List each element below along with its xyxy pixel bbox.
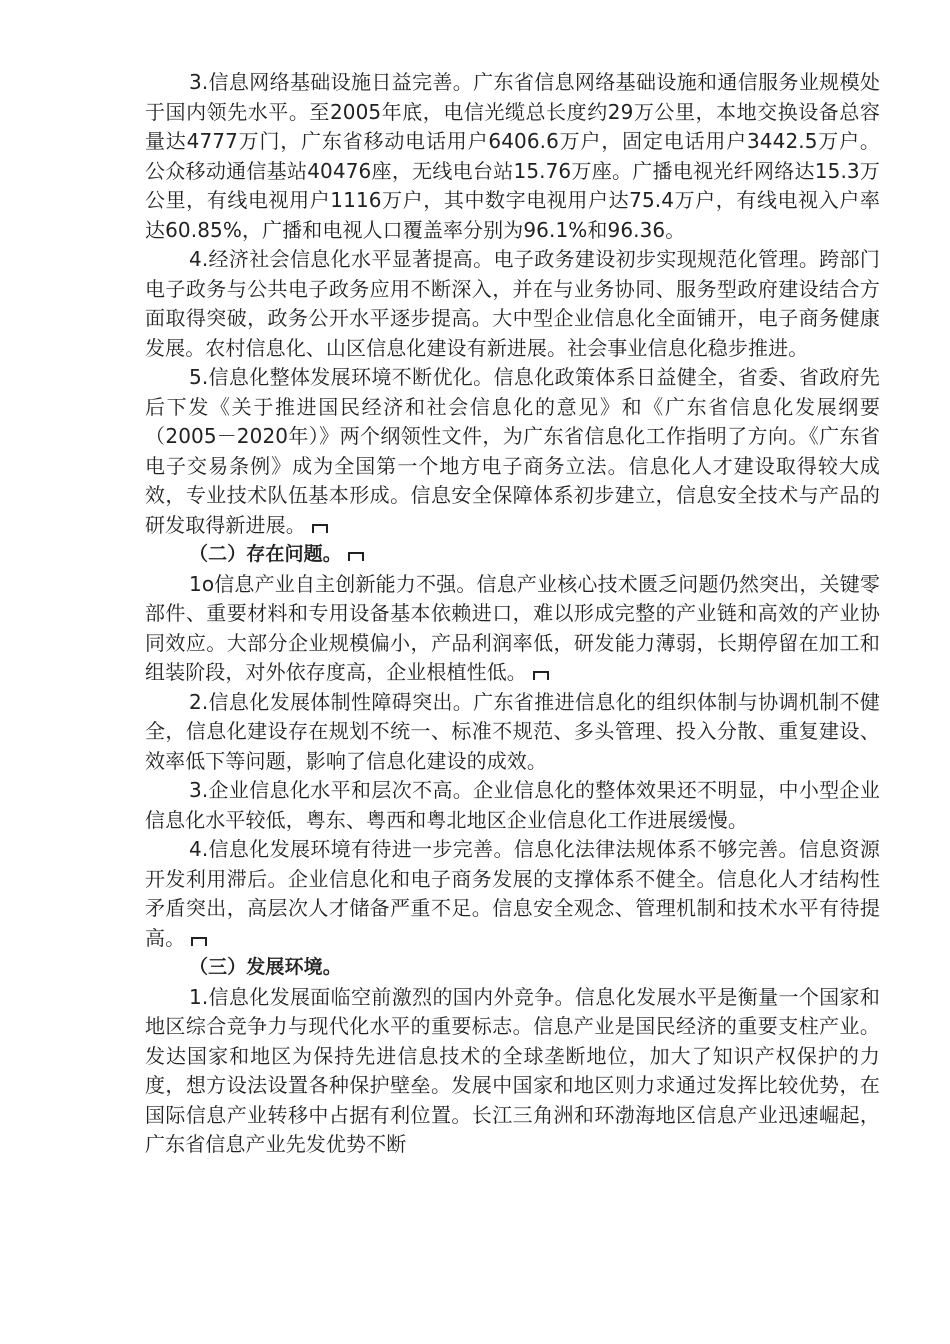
paragraph-social-informatization: 4.经济社会信息化水平显著提高。电子政务建设初步实现规范化管理。跨部门电子政务与公共电子政务应用不断深入，并在与业务协同、服务型政府建设结合方面取得突破，政务公开水平逐步提高。大中型企业信息化全面铺开，电子商务健康发展。农村信息化、山区信息化建设有新进展。社会事业信息化稳步推进。: [145, 247, 880, 360]
paragraph-enterprise-level: 3.企业信息化水平和层次不高。企业信息化的整体效果还不明显，中小型企业信息化水平较低，粤东、粤西和粤北地区企业信息化工作进展缓慢。: [145, 778, 880, 832]
paragraph-competition: 1.信息化发展面临空前激烈的国内外竞争。信息化发展水平是衡量一个国家和地区综合竞争力与现代化水平的重要标志。信息产业是国民经济的重要支柱产业。发达国家和地区为保持先进信息技术的全球垄断地位，加大了知识产权保护的力度，想方设法设置各种保护壁垒。发展中国家和地区则力求通过发挥比较优势，在国际信息产业转移中占据有利位置。长江三角洲和环渤海地区信息产业迅速崛起，广东省信息产业先发优势不断: [145, 984, 880, 1156]
paragraph-mark-icon: [348, 552, 364, 561]
section-heading-problems: （二）存在问题。: [145, 540, 880, 570]
section-heading-environment: （三）发展环境。: [189, 956, 342, 978]
paragraph-mark-icon: [533, 671, 549, 680]
paragraph-institutional-barriers: 2.信息化发展体制性障碍突出。广东省推进信息化的组织体制与协调机制不健全，信息化建设存在规划不统一、标准不规范、多头管理、投入分散、重复建设、效率低下等问题，影响了信息化建设的成效。: [145, 689, 880, 773]
paragraph-mark-icon: [191, 937, 207, 946]
paragraph-innovation: 1o信息产业自主创新能力不强。信息产业核心技术匮乏问题仍然突出，关键零部件、重要材料和专用设备基本依赖进口，难以形成完整的产业链和高效的产业协同效应。大部分企业规模偏小，产品利润率低，研发能力薄弱，长期停留在加工和组装阶段，对外依存度高，企业根植性低。: [145, 571, 880, 684]
paragraph-development-environment: 4.信息化发展环境有待进一步完善。信息化法律法规体系不够完善。信息资源开发利用滞后。企业信息化和电子商务发展的支撑体系不健全。信息化人才结构性矛盾突出，高层次人才储备严重不足。信息安全观念、管理机制和技术水平有待提高。: [145, 837, 880, 950]
document-page: [145, 68, 880, 1160]
paragraph-infrastructure: 3.信息网络基础设施日益完善。广东省信息网络基础设施和通信服务业规模处于国内领先水平。至2005年底，电信光缆总长度约29万公里，本地交换设备总容量达4777万门，广东省移动电话用户6406.6万户，固定电话用户3442.5万户。公众移动通信基站40476座，无线电台站15.76万座。广播电视光纤网络达15.3万公里，有线电视用户1116万户，其中数字电视用户达75.4万户，有线电视入户率达60.85%，广播和电视人口覆盖率分别为96.1%和96.36。: [145, 70, 880, 242]
paragraph-mark-icon: [312, 524, 328, 533]
paragraph-environment-optimization: 5.信息化整体发展环境不断优化。信息化政策体系日益健全，省委、省政府先后下发《关于推进国民经济和社会信息化的意见》和《广东省信息化发展纲要（2005－2020年）》两个纲领性文件，为广东省信息化工作指明了方向。《广东省电子交易条例》成为全国第一个地方电子商务立法。信息化人才建设取得较大成效，专业技术队伍基本形成。信息安全保障体系初步建立，信息安全技术与产品的研发取得新进展。: [145, 365, 880, 537]
